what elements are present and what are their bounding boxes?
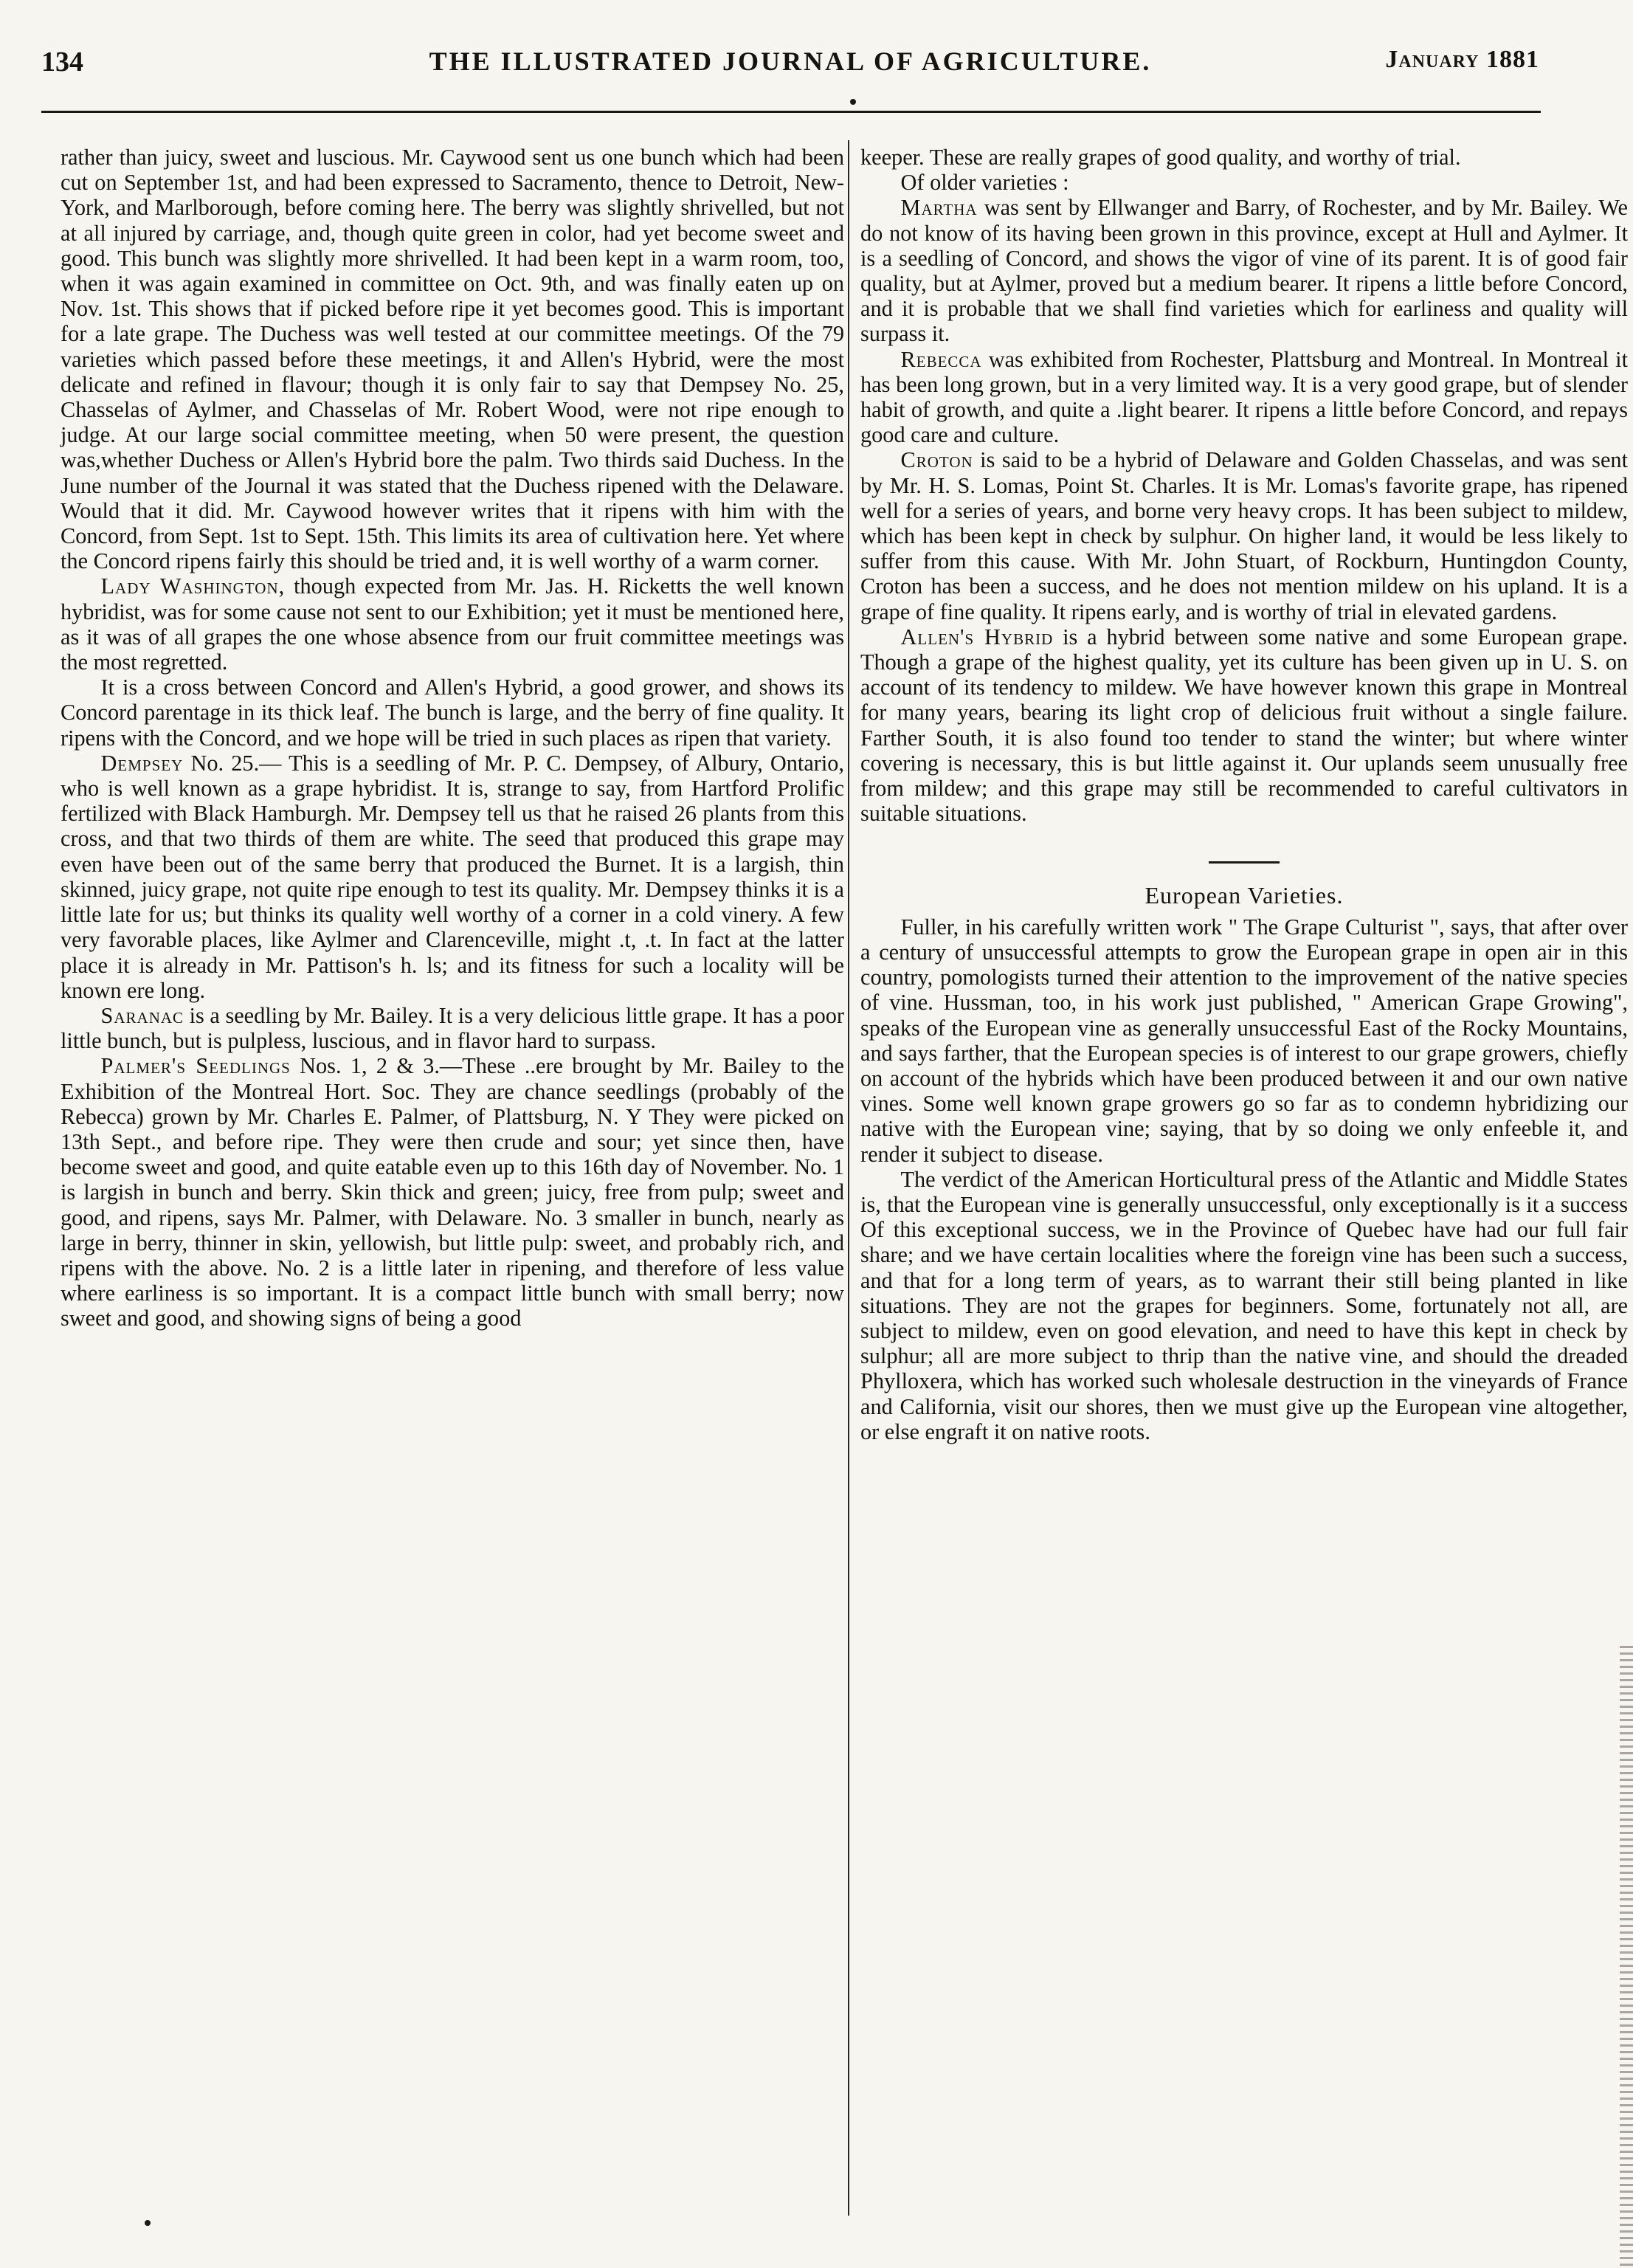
paragraph-text: was exhibited from Rochester, Plattsburg and Montreal. In Montreal it has been long grown, but in a very limited way. It is a very good grape, but of slender habit of growth, and quite a .light bearer. It ripens a little before Concord, and repays good care and culture. [860,346,1628,448]
paragraph [61,751,844,1003]
paragraph [860,624,1628,827]
header-rule [41,111,1541,113]
paragraph-text: Nos. 1, 2 & 3.—These ..ere brought by Mr. Bailey to the Exhibition of the Montreal Hort. Soc. They are chance seedlings (probably of the Rebecca) grown by Mr. Charles E. Palmer, of Plattsburg, N. Y They were picked on 13th Sept., and before ripe. They were then crude and sour; yet since then, have become sweet and good, and quite eatable even up to this 16th day of November. No. 1 is largish in bunch and berry. Skin thick and green; juicy, free from pulp; sweet and good, and ripens, says Mr. Palmer, with Delaware. No. 3 smaller in bunch, nearly as large in berry, thinner in skin, yellowish, but little pulp: sweet, and probably rich, and ripens with the above. No. 2 is a little later in ripening, and therefore of less value where earliness is so important. It is a compact little bunch with small berry; now sweet and good, and showing signs of being a good [61,1053,844,1331]
variety-name: Dempsey [100,750,184,776]
left-column [61,145,844,1331]
variety-name: Croton [900,447,973,473]
paragraph: It is a cross between Concord and Allen's Hybrid, a good grower, and shows its Concord parentage in its thick leaf. The bunch is large, and the berry of fine quality. It ripens with the Concord, and we hope will be tried in such places as ripen that variety. [61,675,844,751]
section-heading: European Varieties. [1145,882,1344,909]
column-divider [848,140,849,2216]
paragraph-text: is a seedling by Mr. Bailey. It is a very delicious little grape. It has a poor little bunch, but is pulpless, luscious, and in flavor hard to surpass. [61,1002,845,1054]
running-title: THE ILLUSTRATED JOURNAL OF AGRICULTURE. [429,46,1152,76]
section-rule [1209,861,1280,864]
variety-name: Saranac [100,1002,184,1028]
paragraph: keeper. These are really grapes of good quality, and worthy of trial. [860,145,1461,170]
paragraph: The verdict of the American Horticultural press of the Atlantic and Middle States is, that the European vine is generally unsuccessful, only exceptionally is it a success Of this exceptional success, we in the Province of Quebec have had our full fair share; and we have certain localities where the foreign vine has been such a success, and that for a long term of years, as to warrant their still being planted in like situations. They are not the grapes for beginners. Some, fortunately not all, are subject to mildew, even on good elevation, and need to have this kept in check by sulphur; all are more subject to thrip than the native vine, and should the dreaded Phylloxera, which has worked such wholesale destruction in the vineyards of France and California, visit our shores, then we must give up the European vine altogether, or else engraft it on native roots. [860,1166,1628,1444]
variety-name: Lady Washington, [100,573,286,599]
scan-edge-mark [1620,1646,1633,2266]
page-number: 134 [41,46,83,77]
paragraph: Fuller, in his carefully written work " The Grape Culturist ", says, that after over a century of unsuccessful attempts to grow the European grape in open air in this country, pomologists turned their attention to the improvement of the native species of vine. Hussman, too, in his work just published, " American Grape Growing", speaks of the European vine as generally unsuccessful East of the Rocky Mountains, and says farther, that the European species is of interest to our grape growers, chiefly on account of the hybrids which have been produced between it and our own native vines. Some well known grape growers go so far as to condemn hybridizing our native with the European vine; saying, that by so doing we only enfeeble it, and render it subject to disease. [860,914,1628,1167]
paragraph [860,195,1628,346]
paragraph [61,1003,844,1053]
paragraph-text: is said to be a hybrid of Delaware and Golden Chasselas, and was sent by Mr. H. S. Lomas, Point St. Charles. It is Mr. Lomas's favorite grape, has ripened well for a series of years, and borne very heavy crops. It has been subject to mildew, which has been kept in check by sulphur. On higher land, it would be less likely to suffer from this cause. With Mr. John Stuart, of Rockburn, Huntingdon County, Croton has been a success, and he does not mention mildew on his upland. It is a grape of fine quality. It ripens early, and is worthy of trial in elevated gardens. [860,447,1628,624]
paragraph-text: is a hybrid between some native and some European grape. Though a grape of the highest quality, yet its culture has been given up in U. S. on account of its tendency to mildew. We have however known this grape in Montreal for many years, bearing its light crop of delicious fruit without a single failure. Farther South, it is also found too tender to stand the winter; but where winter covering is necessary, this is but little against it. Our uplands seem unusually free from mildew; and this grape may still be recommended to careful cultivators in suitable situations. [860,624,1628,827]
variety-name: Allen's Hybrid [900,624,1054,649]
paragraph-text: No. 25.— This is a seedling of Mr. P. C. Dempsey, of Albury, Ontario, who is well known as a grape hybridist. It is, strange to say, from Hartford Prolific fertilized with Black Hamburgh. Mr. Dempsey tell us that he raised 26 plants from this cross, and that two thirds of them are white. The seed that produced this grape may even have been out of the same berry that produced the Burnet. It is a largish, thin skinned, juicy grape, not quite ripe enough to test its quality. Mr. Dempsey thinks it is a little late for us; but thinks its quality well worthy of a corner in a cold vinery. A few very favorable places, like Aylmer and Clarenceville, might .t, .t. In fact at the latter place it is already in Mr. Pattison's h. ls; and its fitness for such a locality will be known ere long. [61,750,844,1003]
paragraph: Of older varieties : [900,170,1069,196]
paragraph-text: was sent by Ellwanger and Barry, of Rochester, and by Mr. Bailey. We do not know of its having been grown in this province, except at Hull and Aylmer. It is a seedling of Concord, and shows the vigor of vine of its parent. It is of good fair quality, but at Aylmer, proved but a medium bearer. It ripens a little before Concord, and it is probable that we shall find varieties which for earliness and quality will surpass it. [860,195,1628,347]
page-header [41,41,1539,93]
paragraph-text: though expected from Mr. Jas. H. Ricketts the well known hybridist, was for some cause not sent to our Exhibition; yet it must be mentioned here, as it was of all grapes the one whose absence from our fruit committee meetings was the most regretted. [61,573,844,675]
paragraph [860,447,1628,624]
paragraph: rather than juicy, sweet and luscious. Mr. Caywood sent us one bunch which had been cut on September 1st, and had been expressed to Sacramento, thence to Detroit, New-York, and Marlborough, before coming here. The berry was slightly shrivelled, but not at all injured by carriage, and, though quite green in color, had yet become sweet and good. This bunch was slightly more shrivelled. It had been kept in a warm room, too, when it was again examined in committee on Oct. 9th, and was finally eaten up on Nov. 1st. This shows that if picked before ripe it yet becomes good. This is important for a late grape. The Duchess was well tested at our committee meetings. Of the 79 varieties which passed before these meetings, it and Allen's Hybrid, were the most delicate and refined in flavour; though it is only fair to say that Dempsey No. 25, Chasselas of Aylmer, and Chasselas of Mr. Robert Wood, were not ripe enough to judge. At our large social committee meeting, when 50 were present, the question was,whether Duchess or Allen's Hybrid bore the palm. Two thirds said Duchess. In the June number of the Journal it was stated that the Duchess ripened with the Delaware. Would that it did. Mr. Caywood however writes that it ripens with him with the Concord, from Sept. 1st to Sept. 15th. This limits its area of cultivation here. Yet where the Concord ripens fairly this should be tried and, it is well worthy of a warm corner. [61,145,844,574]
issue-date: January 1881 [1385,46,1539,73]
paragraph [61,1053,844,1331]
variety-name: Rebecca [900,346,982,372]
paragraph [860,347,1628,448]
variety-name: Palmer's Seedlings [100,1053,291,1079]
header-dot [850,99,856,105]
ink-speck [145,2220,151,2226]
paragraph [61,573,844,675]
variety-name: Martha [900,195,978,221]
right-column [860,145,1628,1444]
